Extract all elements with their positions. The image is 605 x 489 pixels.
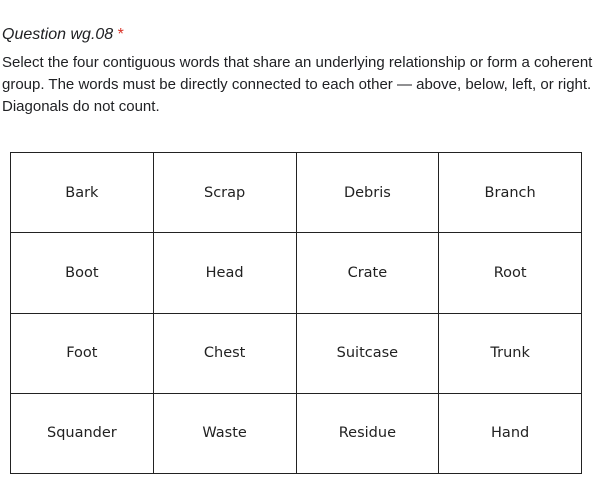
grid-cell[interactable]: Hand xyxy=(439,394,582,474)
question-header xyxy=(2,25,124,45)
question-title: Question wg.08 xyxy=(2,26,114,43)
grid-cell[interactable]: Bark xyxy=(11,153,154,233)
grid-cell[interactable]: Branch xyxy=(439,153,582,233)
grid-cell[interactable]: Trunk xyxy=(439,314,582,394)
grid-cell[interactable]: Scrap xyxy=(154,153,297,233)
grid-cell[interactable]: Debris xyxy=(297,153,440,233)
grid-cell[interactable]: Head xyxy=(154,233,297,313)
grid-cell[interactable]: Chest xyxy=(154,314,297,394)
grid-cell[interactable]: Residue xyxy=(297,394,440,474)
grid-cell[interactable]: Waste xyxy=(154,394,297,474)
required-marker: * xyxy=(117,26,124,43)
grid-cell[interactable]: Root xyxy=(439,233,582,313)
grid-cell[interactable]: Crate xyxy=(297,233,440,313)
grid-cell[interactable]: Squander xyxy=(11,394,154,474)
question-instructions: Select the four contiguous words that share an underlying relationship or form a coherent group. The words must be directly connected to each other — above, below, left, or right. Diagonals do not count. xyxy=(2,54,593,115)
grid-cell[interactable]: Suitcase xyxy=(297,314,440,394)
grid-cell[interactable]: Boot xyxy=(11,233,154,313)
word-grid xyxy=(10,152,582,474)
grid-cell[interactable]: Foot xyxy=(11,314,154,394)
